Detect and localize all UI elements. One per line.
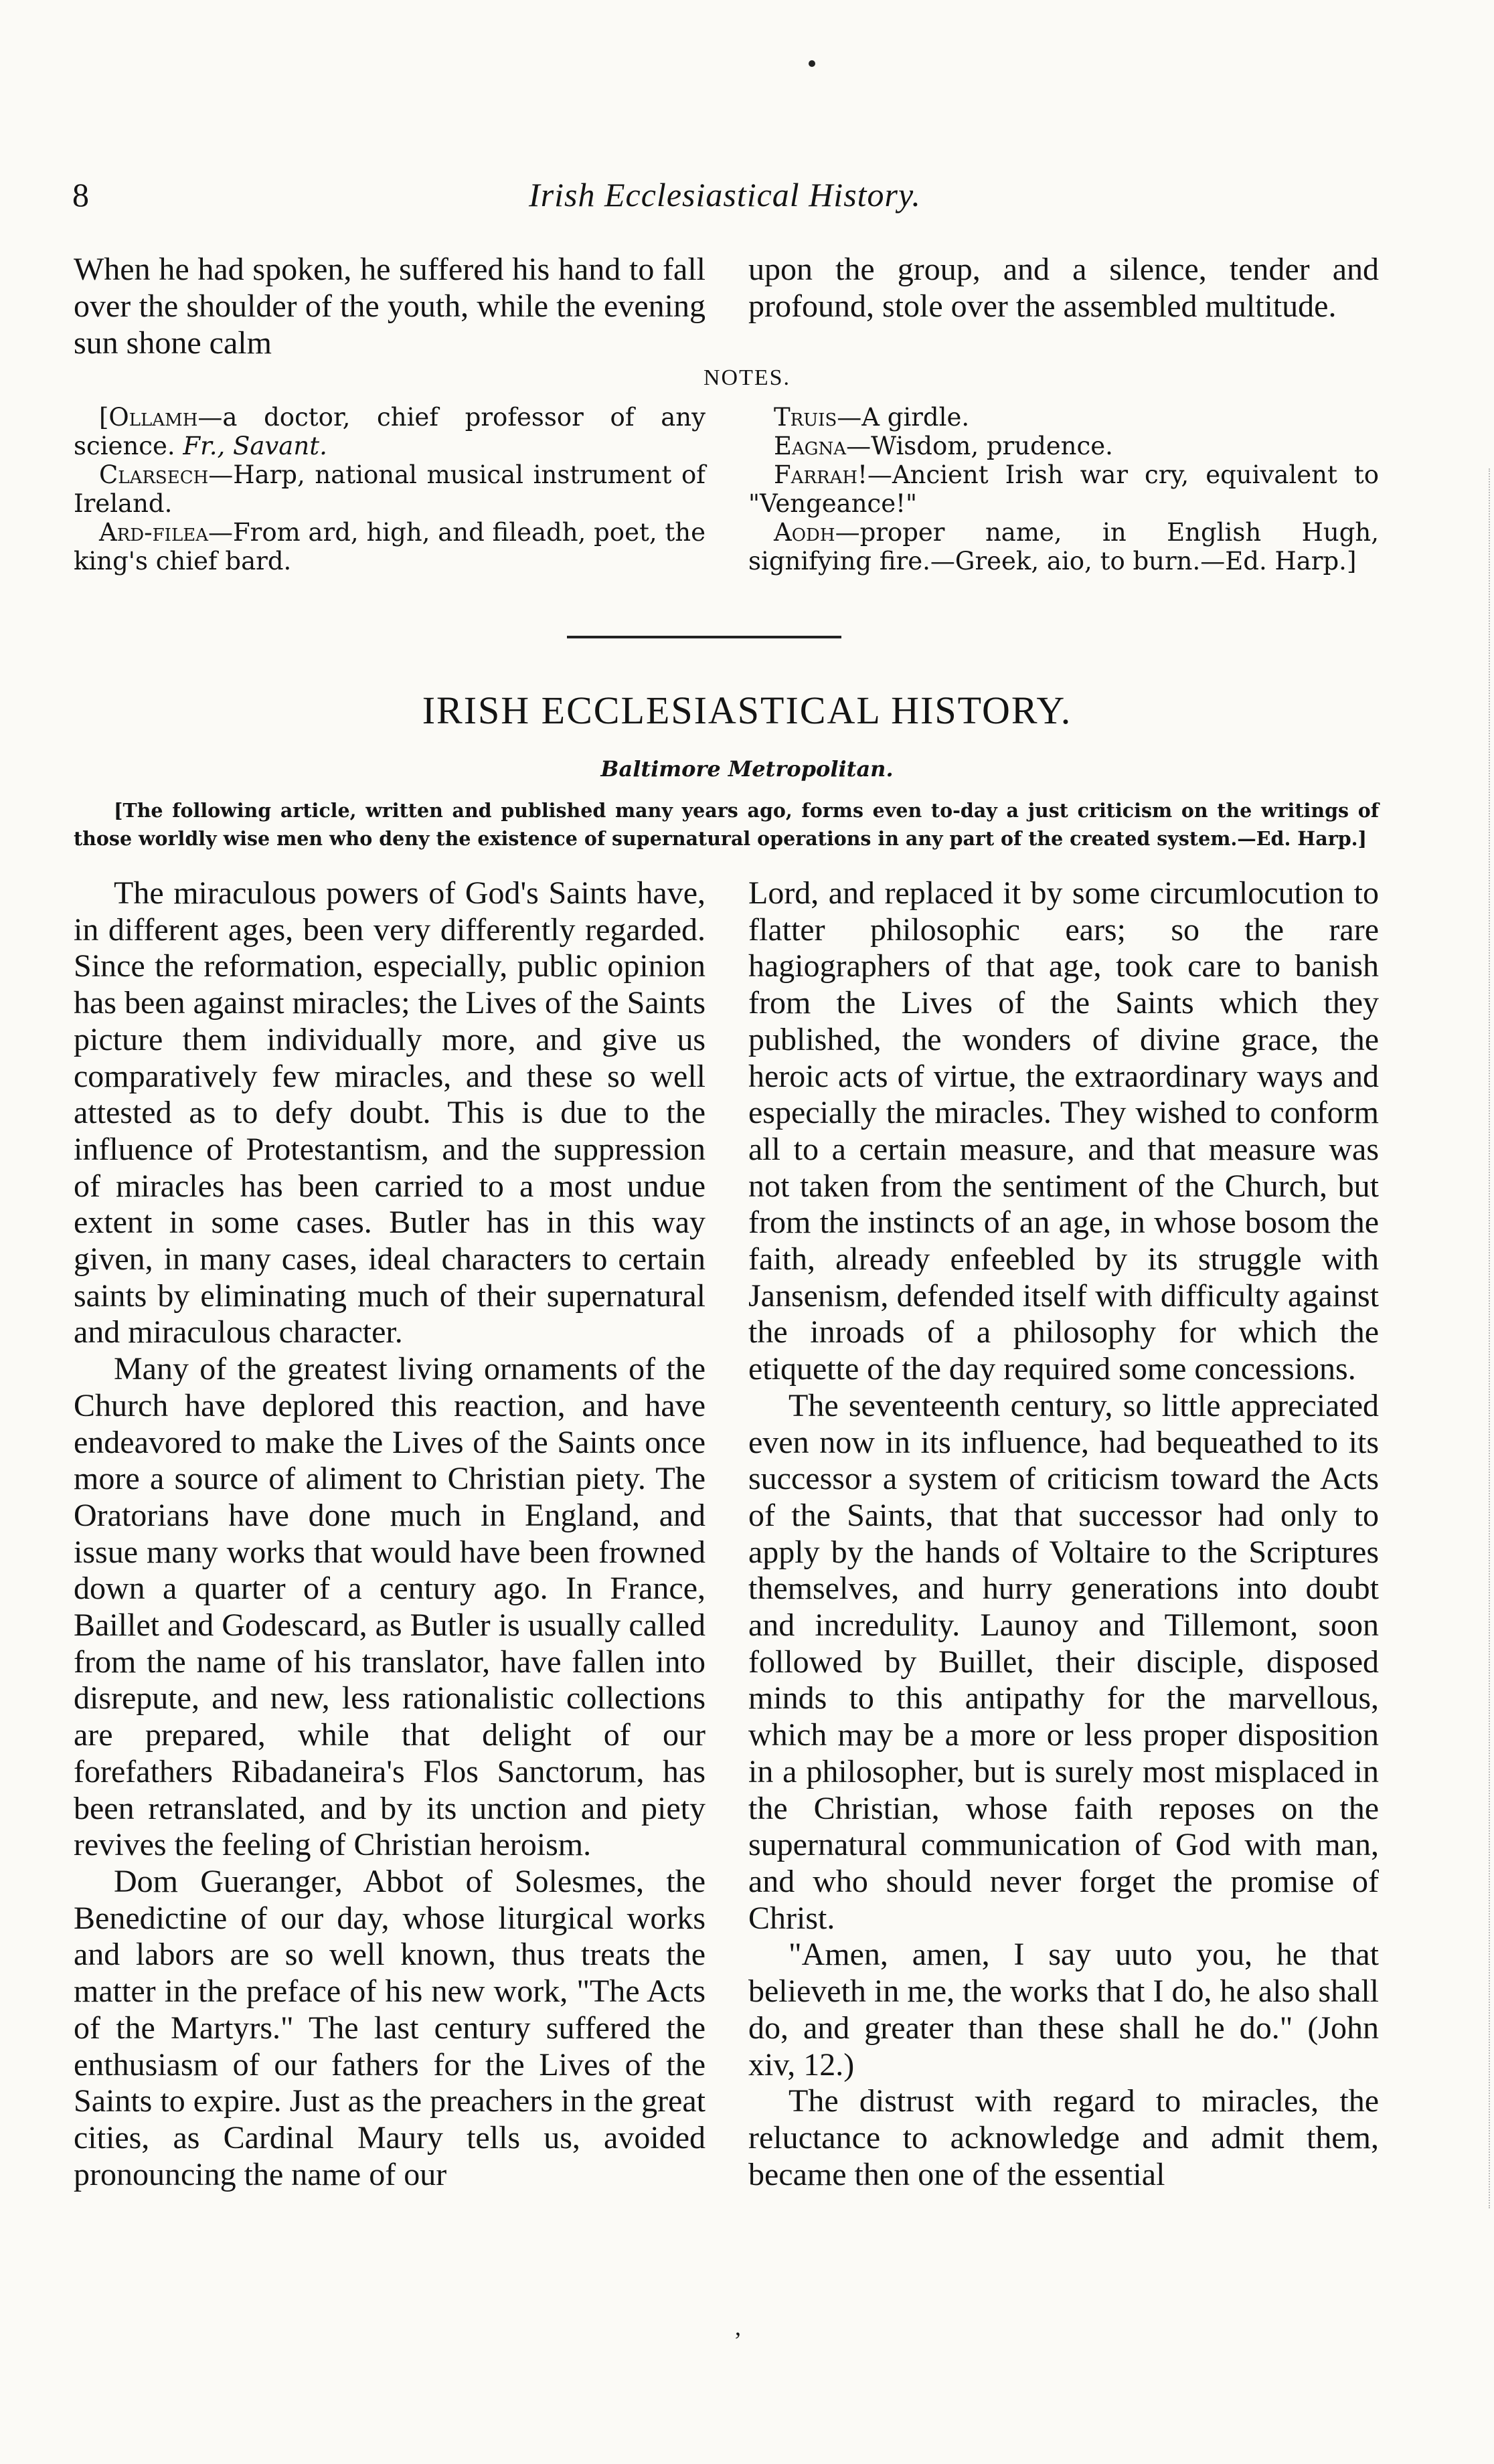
page-number: 8 <box>72 176 89 213</box>
notes-heading: NOTES. <box>703 365 791 390</box>
paragraph: "Amen, amen, I say uuto you, he that believeth in me, the works that I do, he also shall do, and greater than these shall he do." (John xiv, 12.) <box>748 1937 1379 2083</box>
article-right-column <box>748 875 1379 2193</box>
note-entry: Truis—A girdle. <box>774 403 970 432</box>
ink-dot <box>809 60 815 67</box>
paragraph: Lord, and replaced it by some circumlocution to flatter philosophic ears; so the rare hagiographers of that age, took care to banish from the Lives of the Saints which they published, the wonders of divine grace, the heroic acts of virtue, the extraordinary ways and especially the miracles. They wished to conform all to a certain measure, and that measure was not taken from the sentiment of the Church, but from the instincts of an age, in whose bosom the faith, already enfeebled by its struggle with Jansenism, defended itself with difficulty against the inroads of a philosophy for which the etiquette of the day required some concessions. <box>748 875 1379 1387</box>
story-ending-left: When he had spoken, he suffered his hand to fall over the shoulder of the youth, while the evening sun shone calm <box>74 252 706 361</box>
note-entry: Aodh—proper name, in English Hugh, signifying fire.—Greek, aio, to burn.—Ed. Harp.] <box>748 518 1379 576</box>
article-source: Baltimore Metropolitan. <box>600 756 894 782</box>
note-entry: Eagna—Wisdom, prudence. <box>774 432 1113 460</box>
section-divider-rule <box>567 636 841 638</box>
paragraph: The seventeenth century, so little appreciated even now in its influence, had bequeathed to its successor a system of criticism toward the Acts of the Saints, that that successor had only to apply by the hands of Voltaire to the Scriptures themselves, and hurry generations into doubt and incredulity. Launoy and Tillemont, soon followed by Buillet, their disciple, disposed minds to this antipathy for the marvellous, which may be a more or less proper disposition in a philosopher, but is surely most misplaced in the Christian, whose faith reposes on the supernatural communication of God with man, and who should never forget the promise of Christ. <box>748 1387 1379 1936</box>
notes-left-column <box>74 403 706 576</box>
editor-preface: [The following article, written and published many years ago, forms even to-day a just criticism on the writings of those worldly wise men who deny the existence of supernatural operations in any part of the created system.—Ed. Harp.] <box>74 799 1379 850</box>
paragraph: The miraculous powers of God's Saints have, in different ages, been very differently regarded. Since the reformation, especially, public opinion has been against miracles; the Lives of the Saints picture them individually more, and give us comparatively few miracles, and these so well attested as to defy doubt. This is due to the influence of Protestantism, and the suppression of miracles has been carried to a most undue extent in some cases. Butler has in this way given, in many cases, ideal characters to certain saints by eliminating much of their supernatural and miraculous character. <box>74 875 706 1350</box>
margin-tick-mark: , <box>735 2313 741 2340</box>
paragraph: The distrust with regard to miracles, the reluctance to acknowledge and admit them, became then one of the essential <box>748 2083 1379 2192</box>
article-left-column <box>74 875 706 2193</box>
running-title: Irish Ecclesiastical History. <box>529 176 921 213</box>
note-entry: Farrah!—Ancient Irish war cry, equivalent to "Vengeance!" <box>748 460 1379 518</box>
notes-right-column <box>748 403 1379 576</box>
running-head <box>72 175 1378 222</box>
paragraph: Dom Gueranger, Abbot of Solesmes, the Benedictine of our day, whose liturgical works and labors are so well known, thus treats the matter in the preface of his new work, "The Acts of the Martyrs." The last century suffered the enthusiasm of our fathers for the Lives of the Saints to expire. Just as the preachers in the great cities, as Cardinal Maury tells us, avoided pronouncing the name of our <box>74 1863 706 2192</box>
article-title: IRISH ECCLESIASTICAL HISTORY. <box>422 689 1072 732</box>
story-ending-right: upon the group, and a silence, tender and profound, stole over the assembled multitude. <box>748 252 1379 324</box>
paragraph: Many of the greatest living ornaments of the Church have deplored this reaction, and have endeavored to make the Lives of the Saints once more a source of aliment to Christian piety. The Oratorians have done much in England, and issue many works that would have been frowned down a quarter of a century ago. In France, Baillet and Godescard, as Butler is usually called from the name of his translator, have fallen into disrepute, and new, less rationalistic collections are prepared, while that delight of our forefathers Ribadaneira's Flos Sanctorum, has been retranslated, and by its unction and piety revives the feeling of Christian heroism. <box>74 1351 706 1863</box>
note-entry: Ard-filea—From ard, high, and fileadh, poet, the king's chief bard. <box>74 518 706 576</box>
note-entry: [Ollamh—a doctor, chief professor of any science. Fr., Savant. <box>74 403 706 460</box>
note-entry: Clarsech—Harp, national musical instrument of Ireland. <box>74 460 706 518</box>
